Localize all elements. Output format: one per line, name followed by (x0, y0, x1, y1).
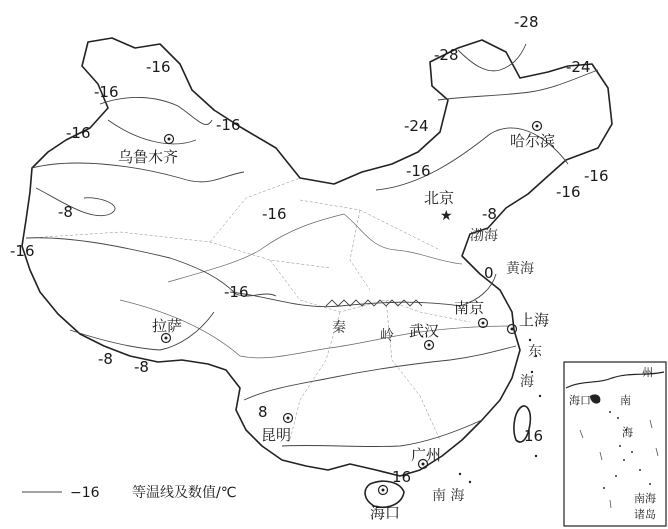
isotherm-label: -24 (566, 58, 591, 76)
isotherm-label: -28 (434, 46, 459, 64)
isotherm-label: 0 (484, 264, 494, 282)
isotherm-label: -28 (514, 13, 539, 31)
city-label-lhasa: 拉萨 (152, 317, 183, 335)
shanghai-marker-icon (508, 325, 517, 334)
inset-label-nan: 南 (620, 394, 631, 407)
isotherm-label: -16 (10, 242, 35, 260)
isotherm-minus16-xinjiang (100, 97, 212, 143)
isotherm-label: -16 (216, 116, 241, 134)
city-label-haikou: 海口 (370, 504, 401, 522)
inset-label-zhou: 州 (642, 366, 653, 379)
isotherm-label: -8 (98, 350, 113, 368)
isotherm-label: -16 (262, 205, 287, 223)
isotherm-label: -16 (66, 124, 91, 142)
isotherm-label: -16 (94, 83, 119, 101)
inset-label-hai: 海 (622, 426, 633, 439)
isotherm-label: -16 (556, 183, 581, 201)
nanjing-marker-icon (479, 319, 488, 328)
inset-caption: 诸岛 (634, 508, 656, 521)
inset-city-label-haikou: 海口 (569, 394, 591, 407)
isotherm-label: -16 (146, 58, 171, 76)
isotherm-label: -16 (224, 283, 249, 301)
wuhan-marker-icon (425, 341, 434, 350)
harbin-marker-icon (533, 122, 542, 131)
isotherm-label: 16 (392, 468, 412, 486)
legend-text: 等温线及数值/℃ (132, 485, 237, 501)
city-label-kunming: 昆明 (261, 426, 292, 444)
isotherm-minus28 (458, 44, 526, 71)
city-label-wuhan: 武汉 (409, 322, 440, 340)
city-label-nanjing: 南京 (454, 299, 485, 317)
province-boundaries (30, 178, 470, 440)
sea-label-nanhai: 南 海 (432, 488, 465, 504)
isotherm-label: 8 (258, 403, 268, 421)
isotherm-8 (244, 346, 516, 400)
city-label-urumqi: 乌鲁木齐 (118, 148, 179, 166)
city-label-harbin: 哈尔滨 (510, 132, 556, 150)
sea-label-donghai: 东 (528, 344, 542, 360)
isotherm-label: -24 (404, 117, 429, 135)
urumqi-marker-icon (165, 135, 174, 144)
sea-label-huanghai: 黄海 (506, 261, 534, 277)
isotherm-minus8-tibet-south (70, 312, 214, 350)
isotherm-label: -16 (584, 167, 609, 185)
isotherm-label: -8 (482, 205, 497, 223)
kunming-marker-icon (284, 414, 293, 423)
city-label-beijing: 北京 (424, 189, 455, 207)
inset-caption: 南海 (634, 492, 656, 505)
isotherm-16 (282, 420, 482, 447)
terrain-label-ling: 岭 (380, 328, 394, 344)
isotherm-label: -8 (134, 358, 149, 376)
haikou-marker-icon (379, 486, 388, 495)
city-label-shanghai: 上海 (519, 311, 550, 329)
china-border (22, 38, 612, 476)
city-label-guangzhou: 广州 (411, 446, 442, 464)
terrain-label-qin: 秦 (332, 320, 346, 336)
isotherm-label: -8 (58, 203, 73, 221)
sea-label-bohai: 渤海 (470, 228, 498, 244)
legend-value: −16 (70, 485, 100, 501)
isotherm-label: 16 (524, 427, 544, 445)
isotherm-label: -16 (406, 162, 431, 180)
beijing-star-icon: ★ (440, 208, 453, 224)
yellow-river (168, 214, 462, 282)
sea-label-donghai: 海 (520, 374, 534, 390)
